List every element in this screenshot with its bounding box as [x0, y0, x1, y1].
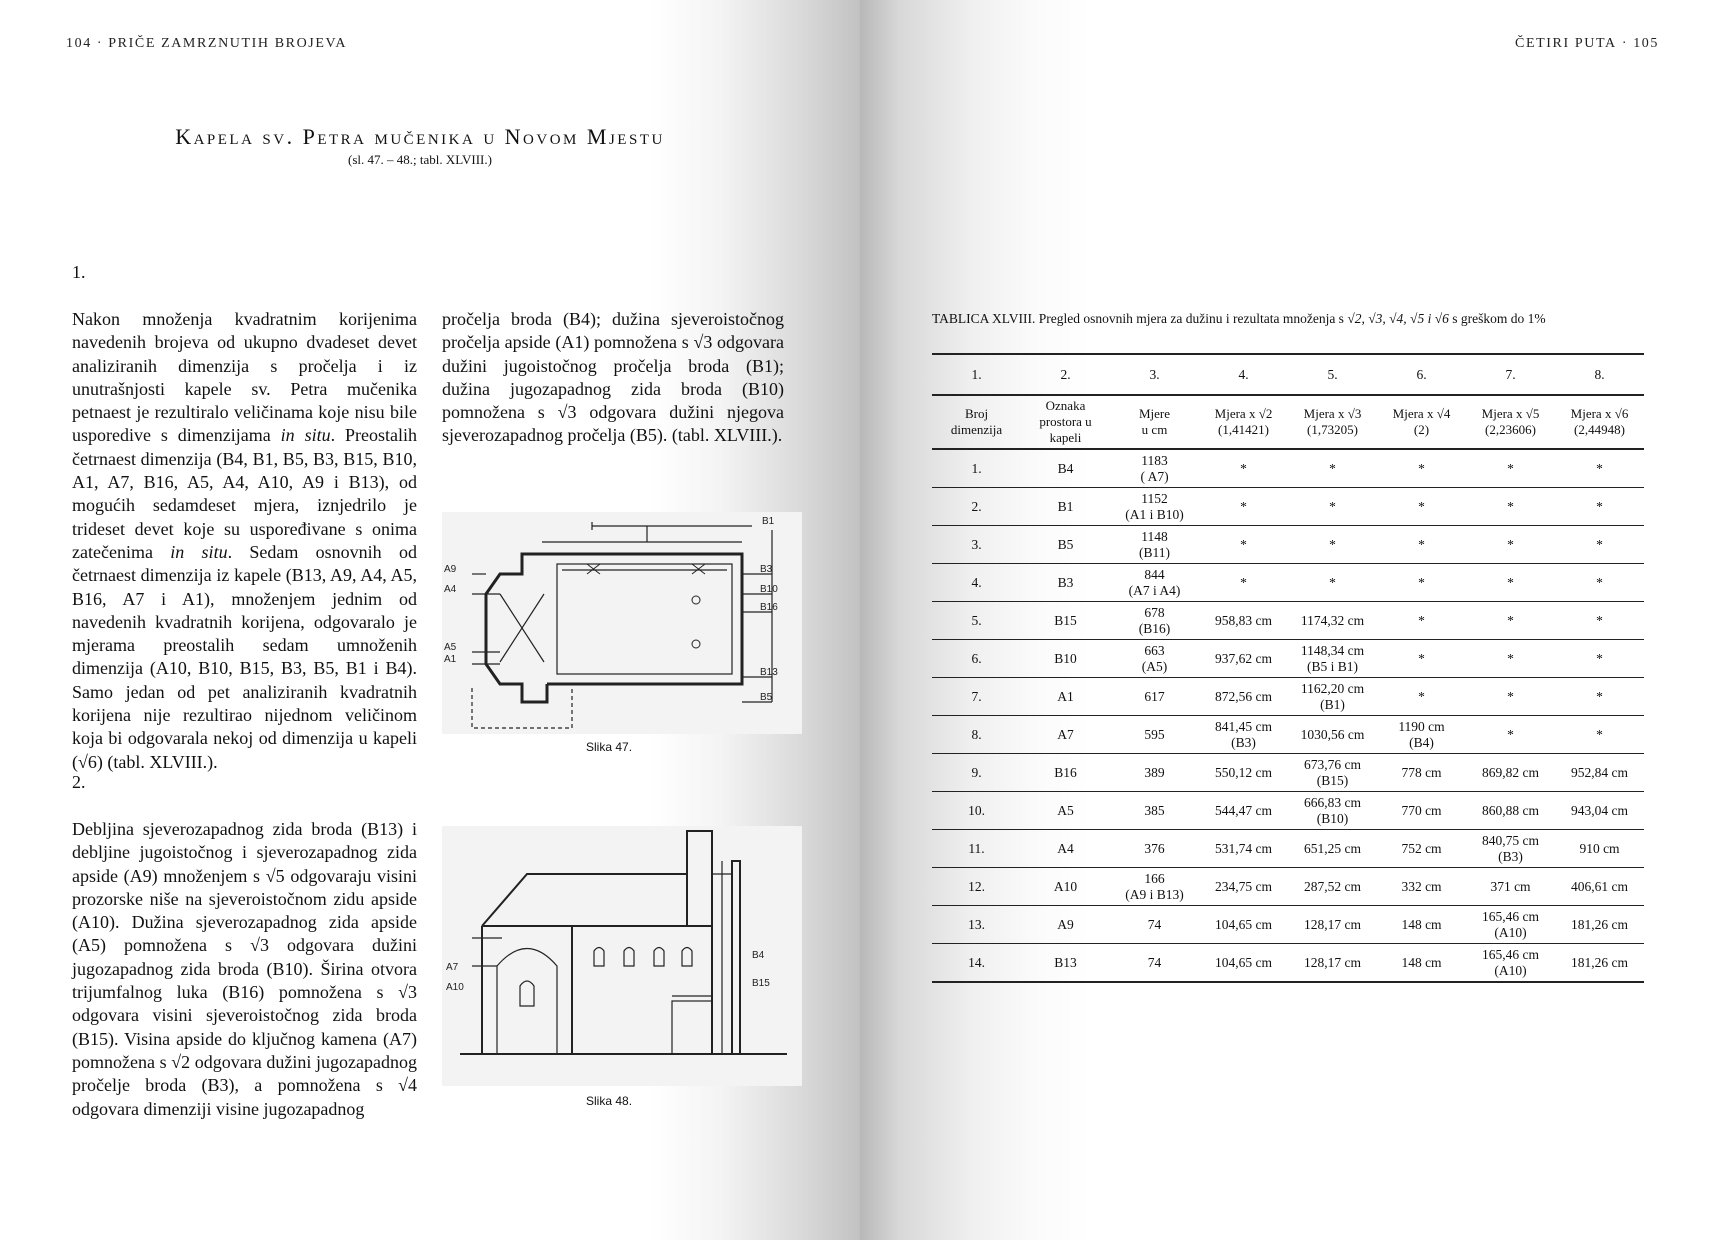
table-cell: 544,47 cm — [1199, 792, 1288, 830]
table-cell: * — [1377, 488, 1466, 526]
right-running-title: ČETIRI PUTA — [1515, 36, 1617, 51]
table-cell: 104,65 cm — [1199, 906, 1288, 944]
table-cell: * — [1466, 640, 1555, 678]
column-number-3: 3. — [1110, 354, 1199, 395]
table-cell: A7 — [1021, 716, 1110, 754]
table-cell: * — [1199, 564, 1288, 602]
table-cell: * — [1466, 564, 1555, 602]
figure-48-caption: Slika 48. — [586, 1094, 633, 1108]
table-cell: * — [1377, 564, 1466, 602]
table-cell: 104,65 cm — [1199, 944, 1288, 983]
table-cell: 663 (A5) — [1110, 640, 1199, 678]
fig48-label-b15: B15 — [752, 978, 770, 989]
table-cell: A1 — [1021, 678, 1110, 716]
fig47-label-b10: B10 — [760, 584, 778, 595]
left-running-header: 104 · PRIČE ZAMRZNUTIH BROJEVA — [66, 36, 348, 51]
table-cell: 389 — [1110, 754, 1199, 792]
column-number-6: 6. — [1377, 354, 1466, 395]
section-title: Kapela sv. Petra mučenika u Novom Mjestu — [175, 124, 665, 149]
table-cell: A4 — [1021, 830, 1110, 868]
right-page — [860, 0, 1713, 1240]
table-cell: 371 cm — [1466, 868, 1555, 906]
table-cell: 666,83 cm (B10) — [1288, 792, 1377, 830]
table-cell: * — [1555, 716, 1644, 754]
table-cell: 406,61 cm — [1555, 868, 1644, 906]
table-cell: 1174,32 cm — [1288, 602, 1377, 640]
column-header-4: Mjera x √2 (1,41421) — [1199, 395, 1288, 449]
table-cell: 4. — [932, 564, 1021, 602]
table-cell: 385 — [1110, 792, 1199, 830]
table-cell: 7. — [932, 678, 1021, 716]
table-cell: * — [1466, 716, 1555, 754]
fig48-label-a10: A10 — [446, 982, 464, 993]
table-cell: 841,45 cm (B3) — [1199, 716, 1288, 754]
column-number-4: 4. — [1199, 354, 1288, 395]
section-number-2: 2. — [72, 772, 86, 792]
left-page-number: 104 — [66, 36, 92, 51]
table-cell: B15 — [1021, 602, 1110, 640]
table-cell: * — [1377, 526, 1466, 564]
fig47-label-a5: A5 — [444, 642, 457, 653]
table-cell: 74 — [1110, 906, 1199, 944]
table-cell: * — [1466, 602, 1555, 640]
table-cell: 9. — [932, 754, 1021, 792]
table-row — [932, 830, 1644, 868]
table-cell: 1. — [932, 449, 1021, 488]
table-cell: 376 — [1110, 830, 1199, 868]
table-cell: 234,75 cm — [1199, 868, 1288, 906]
table-cell: * — [1199, 449, 1288, 488]
column-header-7: Mjera x √5 (2,23606) — [1466, 395, 1555, 449]
table-cell: 844 (A7 i A4) — [1110, 564, 1199, 602]
table-cell: 958,83 cm — [1199, 602, 1288, 640]
fig47-label-a1: A1 — [444, 654, 457, 665]
table-cell: * — [1288, 564, 1377, 602]
table-cell: * — [1377, 449, 1466, 488]
table-row — [932, 640, 1644, 678]
table-cell: * — [1199, 488, 1288, 526]
table-cell: * — [1555, 564, 1644, 602]
table-cell: 860,88 cm — [1466, 792, 1555, 830]
table-cell: * — [1555, 602, 1644, 640]
table-cell: 181,26 cm — [1555, 944, 1644, 983]
fig47-label-b1: B1 — [762, 516, 775, 527]
fig47-label-b13: B13 — [760, 667, 778, 678]
left-running-title: PRIČE ZAMRZNUTIH BROJEVA — [108, 36, 348, 51]
table-cell: 165,46 cm (A10) — [1466, 906, 1555, 944]
table-cell: 128,17 cm — [1288, 906, 1377, 944]
column-number-5: 5. — [1288, 354, 1377, 395]
table-cell: 595 — [1110, 716, 1199, 754]
table-cell: * — [1288, 526, 1377, 564]
paragraph-1: Nakon množenja kvadratnim korijenima navedenih brojeva od ukupno dvadeset devet analiziranih dimenzija s pročelja i iz unutrašnjosti kapele sv. Petra mučenika petnaest je rezultiralo veličinama koje nisu bile usporedive s dimenzijama in situ. Preostalih četrnaest dimenzija (B4, B1, B5, B3, B15, B10, A1, A7, B16, A5, A4, A10, A9 i B13), od mogućih sedamdeset mjera, iznjedrilo je trideset devet koje su uspoređivane s onima zatečenima in situ. Sedam osnovnih od četrnaest dimenzija iz kapele (B13, A9, A4, A5, B16, A7 i A1), množenjem jednim od navedenih kvadratnih korijena, odgovaralo je mjerama preostalih sedam umnoženih dimenzija (A10, B10, B15, B3, B5, B1 i B4). Samo jedan od pet analiziranih kvadratnih korijena nije rezultirao nijednom veličinom koja bi odgovarala nekoj od dimenzija u kapeli (√6) (tabl. XLVIII.). — [72, 309, 417, 772]
table-cell: B10 — [1021, 640, 1110, 678]
table-row — [932, 792, 1644, 830]
column-header-2: Oznaka prostora u kapeli — [1021, 395, 1110, 449]
table-cell: * — [1555, 488, 1644, 526]
table-cell: 1190 cm (B4) — [1377, 716, 1466, 754]
table-cell: * — [1466, 449, 1555, 488]
table-row — [932, 602, 1644, 640]
table-cell: * — [1555, 449, 1644, 488]
table-cell: * — [1555, 678, 1644, 716]
table-cell: 11. — [932, 830, 1021, 868]
table-cell: 1030,56 cm — [1288, 716, 1377, 754]
table-cell: 651,25 cm — [1288, 830, 1377, 868]
table-cell: 74 — [1110, 944, 1199, 983]
body-column-1b — [72, 818, 417, 1121]
table-row — [932, 944, 1644, 983]
table-cell: 5. — [932, 602, 1021, 640]
fig47-label-b5: B5 — [760, 692, 773, 703]
table-xlviii — [932, 353, 1644, 983]
table-cell: B1 — [1021, 488, 1110, 526]
fig47-label-b3: B3 — [760, 564, 773, 575]
table-cell: B13 — [1021, 944, 1110, 983]
table-cell: B4 — [1021, 449, 1110, 488]
table-cell: 148 cm — [1377, 944, 1466, 983]
table-cell: 13. — [932, 906, 1021, 944]
fig48-label-a7: A7 — [446, 962, 459, 973]
column-header-1: Broj dimenzija — [932, 395, 1021, 449]
table-cell: 678 (B16) — [1110, 602, 1199, 640]
table-row — [932, 564, 1644, 602]
table-cell: 869,82 cm — [1466, 754, 1555, 792]
table-cell: 1152 (A1 i B10) — [1110, 488, 1199, 526]
table-cell: * — [1555, 640, 1644, 678]
paragraph-2: Debljina sjeverozapadnog zida broda (B13) i debljine jugoistočnog i sjeverozapadnog zida apside (A9) množenjem s √5 odgovaraju visini prozorske niše na sjeveroistočnom zidu apside (A10). Dužina sjeverozapadnog zida apside (A5) pomnožena s √3 odgovara dužini jugozapadnog zida broda (B10). Širina otvora trijumfalnog luka (B16) pomnožena s √3 odgovara visini sjeveroistočnog zida broda (B15). Visina apside do ključnog kamena (A7) pomnožena s √2 odgovara dužini jugozapadnog pročelje broda (B3), a pomnožena s √4 odgovara dimenziji visine jugozapadnog — [72, 819, 417, 1119]
table-cell: A5 — [1021, 792, 1110, 830]
table-cell: 1148,34 cm (B5 i B1) — [1288, 640, 1377, 678]
fig47-label-b16: B16 — [760, 602, 778, 613]
table-row — [932, 526, 1644, 564]
table-cell: * — [1466, 526, 1555, 564]
fig48-label-b4: B4 — [752, 950, 765, 961]
column-header-5: Mjera x √3 (1,73205) — [1288, 395, 1377, 449]
table-cell: 287,52 cm — [1288, 868, 1377, 906]
table-cell: 12. — [932, 868, 1021, 906]
table-cell: 181,26 cm — [1555, 906, 1644, 944]
table-cell: 332 cm — [1377, 868, 1466, 906]
table-cell: * — [1377, 640, 1466, 678]
table-cell: 1162,20 cm (B1) — [1288, 678, 1377, 716]
table-row — [932, 716, 1644, 754]
table-cell: 165,46 cm (A10) — [1466, 944, 1555, 983]
table-caption: TABLICA XLVIII. Pregled osnovnih mjera za dužinu i rezultata množenja s √2, √3, √4, √5 i √6 s greškom do 1% — [932, 311, 1546, 326]
column-header-6: Mjera x √4 (2) — [1377, 395, 1466, 449]
table-cell: 840,75 cm (B3) — [1466, 830, 1555, 868]
table-row — [932, 488, 1644, 526]
table-cell: * — [1377, 602, 1466, 640]
table-cell: 943,04 cm — [1555, 792, 1644, 830]
table-cell: 6. — [932, 640, 1021, 678]
column-header-3: Mjere u cm — [1110, 395, 1199, 449]
table-cell: 10. — [932, 792, 1021, 830]
table-cell: B5 — [1021, 526, 1110, 564]
table-cell: 148 cm — [1377, 906, 1466, 944]
fig47-label-a4: A4 — [444, 584, 457, 595]
section-subtitle: (sl. 47. – 48.; tabl. XLVIII.) — [348, 152, 492, 167]
table-body — [932, 449, 1644, 982]
table-row — [932, 906, 1644, 944]
table-cell: 910 cm — [1555, 830, 1644, 868]
table-cell: * — [1288, 449, 1377, 488]
column-number-2: 2. — [1021, 354, 1110, 395]
table-cell: * — [1466, 678, 1555, 716]
table-cell: * — [1555, 526, 1644, 564]
table-row — [932, 449, 1644, 488]
table-cell: 770 cm — [1377, 792, 1466, 830]
paragraph-3: pročelja broda (B4); dužina sjeveroistočnog pročelja apside (A1) pomnožena s √3 odgovara dužini jugoistočnog pročelja broda (B1); dužina jugozapadnog zida broda (B10) pomnožena s √3 odgovara dužini njegova sjeverozapadnog pročelja (B5). (tabl. XLVIII.). — [442, 309, 784, 446]
table-cell: 3. — [932, 526, 1021, 564]
right-page-number: 105 — [1633, 36, 1659, 51]
table-cell: 128,17 cm — [1288, 944, 1377, 983]
table-cell: 2. — [932, 488, 1021, 526]
table-cell: B3 — [1021, 564, 1110, 602]
column-number-8: 8. — [1555, 354, 1644, 395]
column-header-row — [932, 395, 1644, 449]
figure-48-section — [442, 826, 802, 1086]
column-number-7: 7. — [1466, 354, 1555, 395]
table-cell: A10 — [1021, 868, 1110, 906]
table-cell: 531,74 cm — [1199, 830, 1288, 868]
figure-47-floor-plan — [442, 512, 802, 734]
column-number-1: 1. — [932, 354, 1021, 395]
table-cell: 937,62 cm — [1199, 640, 1288, 678]
body-column-2 — [442, 308, 784, 448]
column-number-row — [932, 354, 1644, 395]
table-cell: 673,76 cm (B15) — [1288, 754, 1377, 792]
table-cell: 1183 ( A7) — [1110, 449, 1199, 488]
table-cell: 8. — [932, 716, 1021, 754]
table-cell: * — [1377, 678, 1466, 716]
right-running-header: ČETIRI PUTA · 105 — [1515, 36, 1659, 51]
table-cell: B16 — [1021, 754, 1110, 792]
table-cell: 550,12 cm — [1199, 754, 1288, 792]
column-header-8: Mjera x √6 (2,44948) — [1555, 395, 1644, 449]
table-cell: * — [1466, 488, 1555, 526]
body-column-1a — [72, 308, 417, 774]
table-cell: 872,56 cm — [1199, 678, 1288, 716]
table-cell: 617 — [1110, 678, 1199, 716]
table-row — [932, 868, 1644, 906]
table-cell: 14. — [932, 944, 1021, 983]
section-number-1: 1. — [72, 262, 86, 282]
table-row — [932, 678, 1644, 716]
fig47-label-a9: A9 — [444, 564, 457, 575]
table-row — [932, 754, 1644, 792]
table-cell: * — [1199, 526, 1288, 564]
table-cell: * — [1288, 488, 1377, 526]
table-cell: 778 cm — [1377, 754, 1466, 792]
table-cell: 752 cm — [1377, 830, 1466, 868]
table-cell: 952,84 cm — [1555, 754, 1644, 792]
figure-47-caption: Slika 47. — [586, 740, 633, 754]
table-cell: 1148 (B11) — [1110, 526, 1199, 564]
table-cell: A9 — [1021, 906, 1110, 944]
table-cell: 166 (A9 i B13) — [1110, 868, 1199, 906]
